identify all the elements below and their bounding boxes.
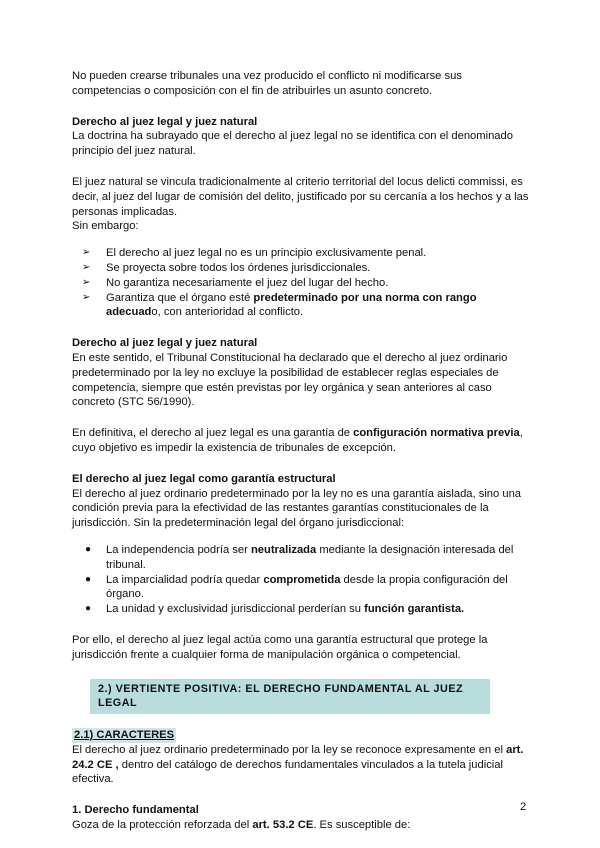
list-item: ● La unidad y exclusividad jurisdiccional perderían su función garantista. <box>85 603 465 616</box>
paragraph: En definitiva, el derecho al juez legal es una garantía de configuración normativa previa, cuyo objetivo es impedir la existencia de tribunales de excepción. <box>72 427 523 454</box>
list-item: ➢ No garantiza necesariamente el juez del lugar del hecho. <box>82 276 389 289</box>
paragraph: El derecho al juez ordinario predeterminado por la ley se reconoce expresamente en el art. 24.2 CE , dentro del catálogo de derechos fundamentales vinculados a la tutela judicial efectiva. <box>72 743 524 786</box>
section-banner: 2.) VERTIENTE POSITIVA: EL DERECHO FUNDAMENTAL AL JUEZ LEGAL <box>90 679 490 715</box>
document-page <box>72 69 532 833</box>
list-item: ➢ Se proyecta sobre todos los órdenes jurisdiccionales. <box>82 261 371 274</box>
arrow-list <box>72 246 532 320</box>
paragraph: En este sentido, el Tribunal Constitucional ha declarado que el derecho al juez ordinario predeterminado por la ley no excluye la posibilidad de establecer reglas especiales de competencia, siempre que estén previstas por ley orgánica y sean anteriores al caso concreto (STC 56/1990). <box>72 351 508 409</box>
list-item: ● La imparcialidad podría quedar comprometida desde la propia configuración del órgano. <box>85 573 508 601</box>
section-caracteres <box>72 714 532 787</box>
paragraph: Por ello, el derecho al juez legal actúa como una garantía estructural que protege la jurisdicción frente a cualquier forma de manipulación orgánica o competencial. <box>72 633 488 661</box>
list-item: ➢ Garantiza que el órgano esté predeterminado por una norma con rango adecuado, con anterioridad al conflicto. <box>82 291 477 319</box>
arrow-bullet-icon: ➢ <box>82 261 91 273</box>
arrow-bullet-icon: ➢ <box>82 291 91 303</box>
paragraph: El derecho al juez ordinario predeterminado por la ley no es una garantía aislada, sino una condición previa para la efectividad de las restantes garantías constitucionales de la jurisdicción. Sin la predeterminación legal del órgano jurisdiccional: <box>72 487 522 530</box>
section-garantia-estructural <box>72 472 532 663</box>
list-item: ● La independencia podría ser neutralizada mediante la designación interesada del tribunal. <box>85 543 514 571</box>
subsection-heading: 2.1) CARACTERES <box>74 729 175 742</box>
bullet-dot-icon: ● <box>85 603 92 615</box>
paragraph: La doctrina ha subrayado que el derecho al juez legal no se identifica con el denominado principio del juez natural. <box>72 130 513 158</box>
list-item: ➢ El derecho al juez legal no es un principio exclusivamente penal. <box>82 247 427 260</box>
section-juez-natural <box>72 115 532 321</box>
bullet-dot-icon: ● <box>85 573 92 585</box>
page-number: 2 <box>520 801 527 813</box>
bullet-dot-icon: ● <box>85 543 92 555</box>
arrow-bullet-icon: ➢ <box>82 276 91 288</box>
section-tc-doctrine <box>72 336 532 456</box>
section-heading: 1. Derecho fundamental <box>72 804 199 817</box>
section-heading: Derecho al juez legal y juez natural <box>72 337 258 350</box>
bullet-list <box>72 543 532 617</box>
intro-paragraph: No pueden crearse tribunales una vez producido el conflicto ni modificarse sus competencias o composición con el fin de atribuirles un asunto concreto. <box>72 70 462 97</box>
paragraph: Goza de la protección reforzada del art. 53.2 CE. Es susceptible de: <box>72 819 411 832</box>
section-derecho-fundamental <box>72 803 532 833</box>
paragraph: Sin embargo: <box>72 220 139 233</box>
section-heading: Derecho al juez legal y juez natural <box>72 115 258 128</box>
arrow-bullet-icon: ➢ <box>82 247 91 259</box>
section-heading: El derecho al juez legal como garantía estructural <box>72 472 336 485</box>
paragraph: El juez natural se vincula tradicionalmente al criterio territorial del locus delicti commissi, es decir, al juez del lugar de comisión del delito, justificado por su cercanía a los hechos y a las personas implicadas. <box>72 175 529 218</box>
